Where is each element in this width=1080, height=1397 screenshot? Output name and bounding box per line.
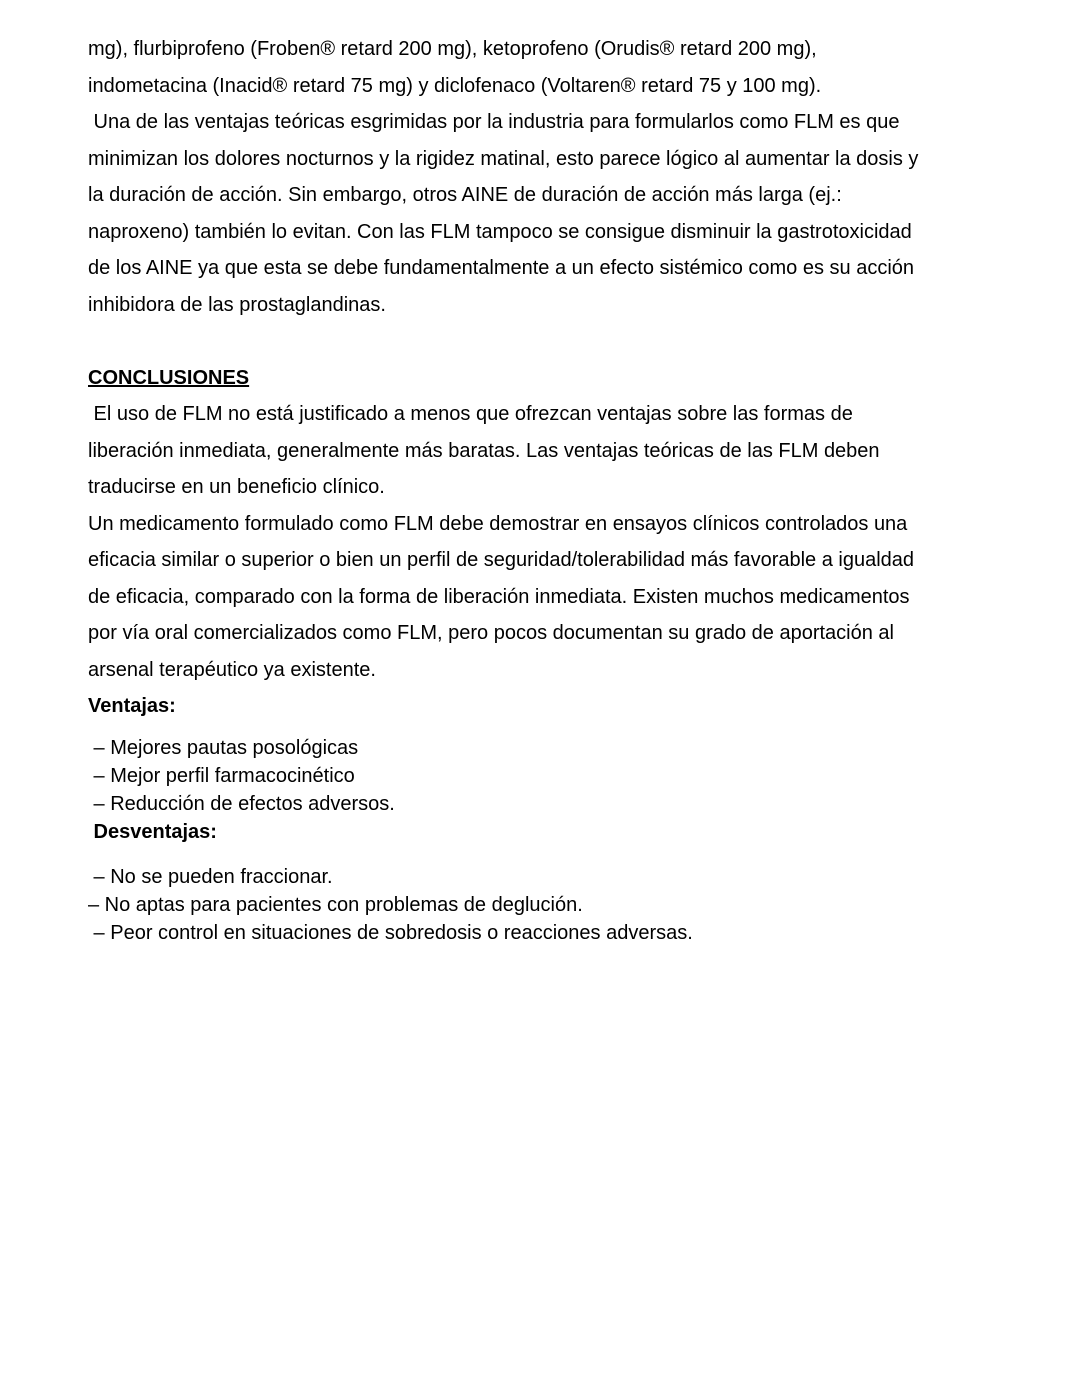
list-item: – Mejor perfil farmacocinético: [88, 764, 355, 787]
text-line: de eficacia, comparado con la forma de liberación inmediata. Existen muchos medicamentos: [88, 585, 910, 608]
text-line: por vía oral comercializados como FLM, pero pocos documentan su grado de aportación al: [88, 622, 894, 644]
section-heading: CONCLUSIONES: [88, 366, 250, 389]
advantages-section: [88, 688, 988, 818]
text-line: liberación inmediata, generalmente más baratas. Las ventajas teóricas de las FLM deben: [88, 439, 880, 462]
list-item: – No se pueden fraccionar.: [88, 865, 333, 888]
disadvantages-list: [88, 863, 988, 947]
text-line: la duración de acción. Sin embargo, otros AINE de duración de acción más larga (ej.:: [88, 184, 842, 206]
text-line: Un medicamento formulado como FLM debe demostrar en ensayos clínicos controlados una: [88, 512, 908, 535]
text-line: inhibidora de las prostaglandinas.: [88, 293, 386, 316]
disadvantages-title: Desventajas:: [88, 820, 217, 843]
disadvantages-section: [88, 818, 988, 947]
text-line: naproxeno) también lo evitan. Con las FLM tampoco se consigue disminuir la gastrotoxicidad: [88, 220, 912, 243]
advantages-title: Ventajas:: [88, 695, 176, 717]
advantages-list: [88, 734, 988, 818]
text-line: mg), flurbiprofeno (Froben® retard 200 mg), ketoprofeno (Orudis® retard 200 mg),: [88, 38, 817, 60]
text-line: El uso de FLM no está justificado a menos que ofrezcan ventajas sobre las formas de: [88, 403, 853, 425]
list-item: – Reducción de efectos adversos.: [88, 792, 395, 815]
list-item: – Mejores pautas posológicas: [88, 736, 359, 759]
text-line: arsenal terapéutico ya existente.: [88, 658, 376, 681]
text-line: minimizan los dolores nocturnos y la rigidez matinal, esto parece lógico al aumentar la dosis y: [88, 147, 919, 170]
text-line: de los AINE ya que esta se debe fundamentalmente a un efecto sistémico como es su acción: [88, 257, 915, 279]
conclusions-section: [88, 360, 988, 689]
document-page: [88, 31, 988, 956]
intro-paragraph: [88, 31, 988, 323]
list-item: – No aptas para pacientes con problemas de deglución.: [88, 893, 583, 916]
text-line: Una de las ventajas teóricas esgrimidas por la industria para formularlos como FLM es que: [88, 111, 900, 133]
text-line: indometacina (Inacid® retard 75 mg) y diclofenaco (Voltaren® retard 75 y 100 mg).: [88, 74, 822, 97]
text-line: traducirse en un beneficio clínico.: [88, 476, 385, 498]
text-line: eficacia similar o superior o bien un perfil de seguridad/tolerabilidad más favorable a igualdad: [88, 549, 915, 571]
paragraph-spacer: [88, 323, 988, 360]
list-item: – Peor control en situaciones de sobredosis o reacciones adversas.: [88, 921, 693, 944]
